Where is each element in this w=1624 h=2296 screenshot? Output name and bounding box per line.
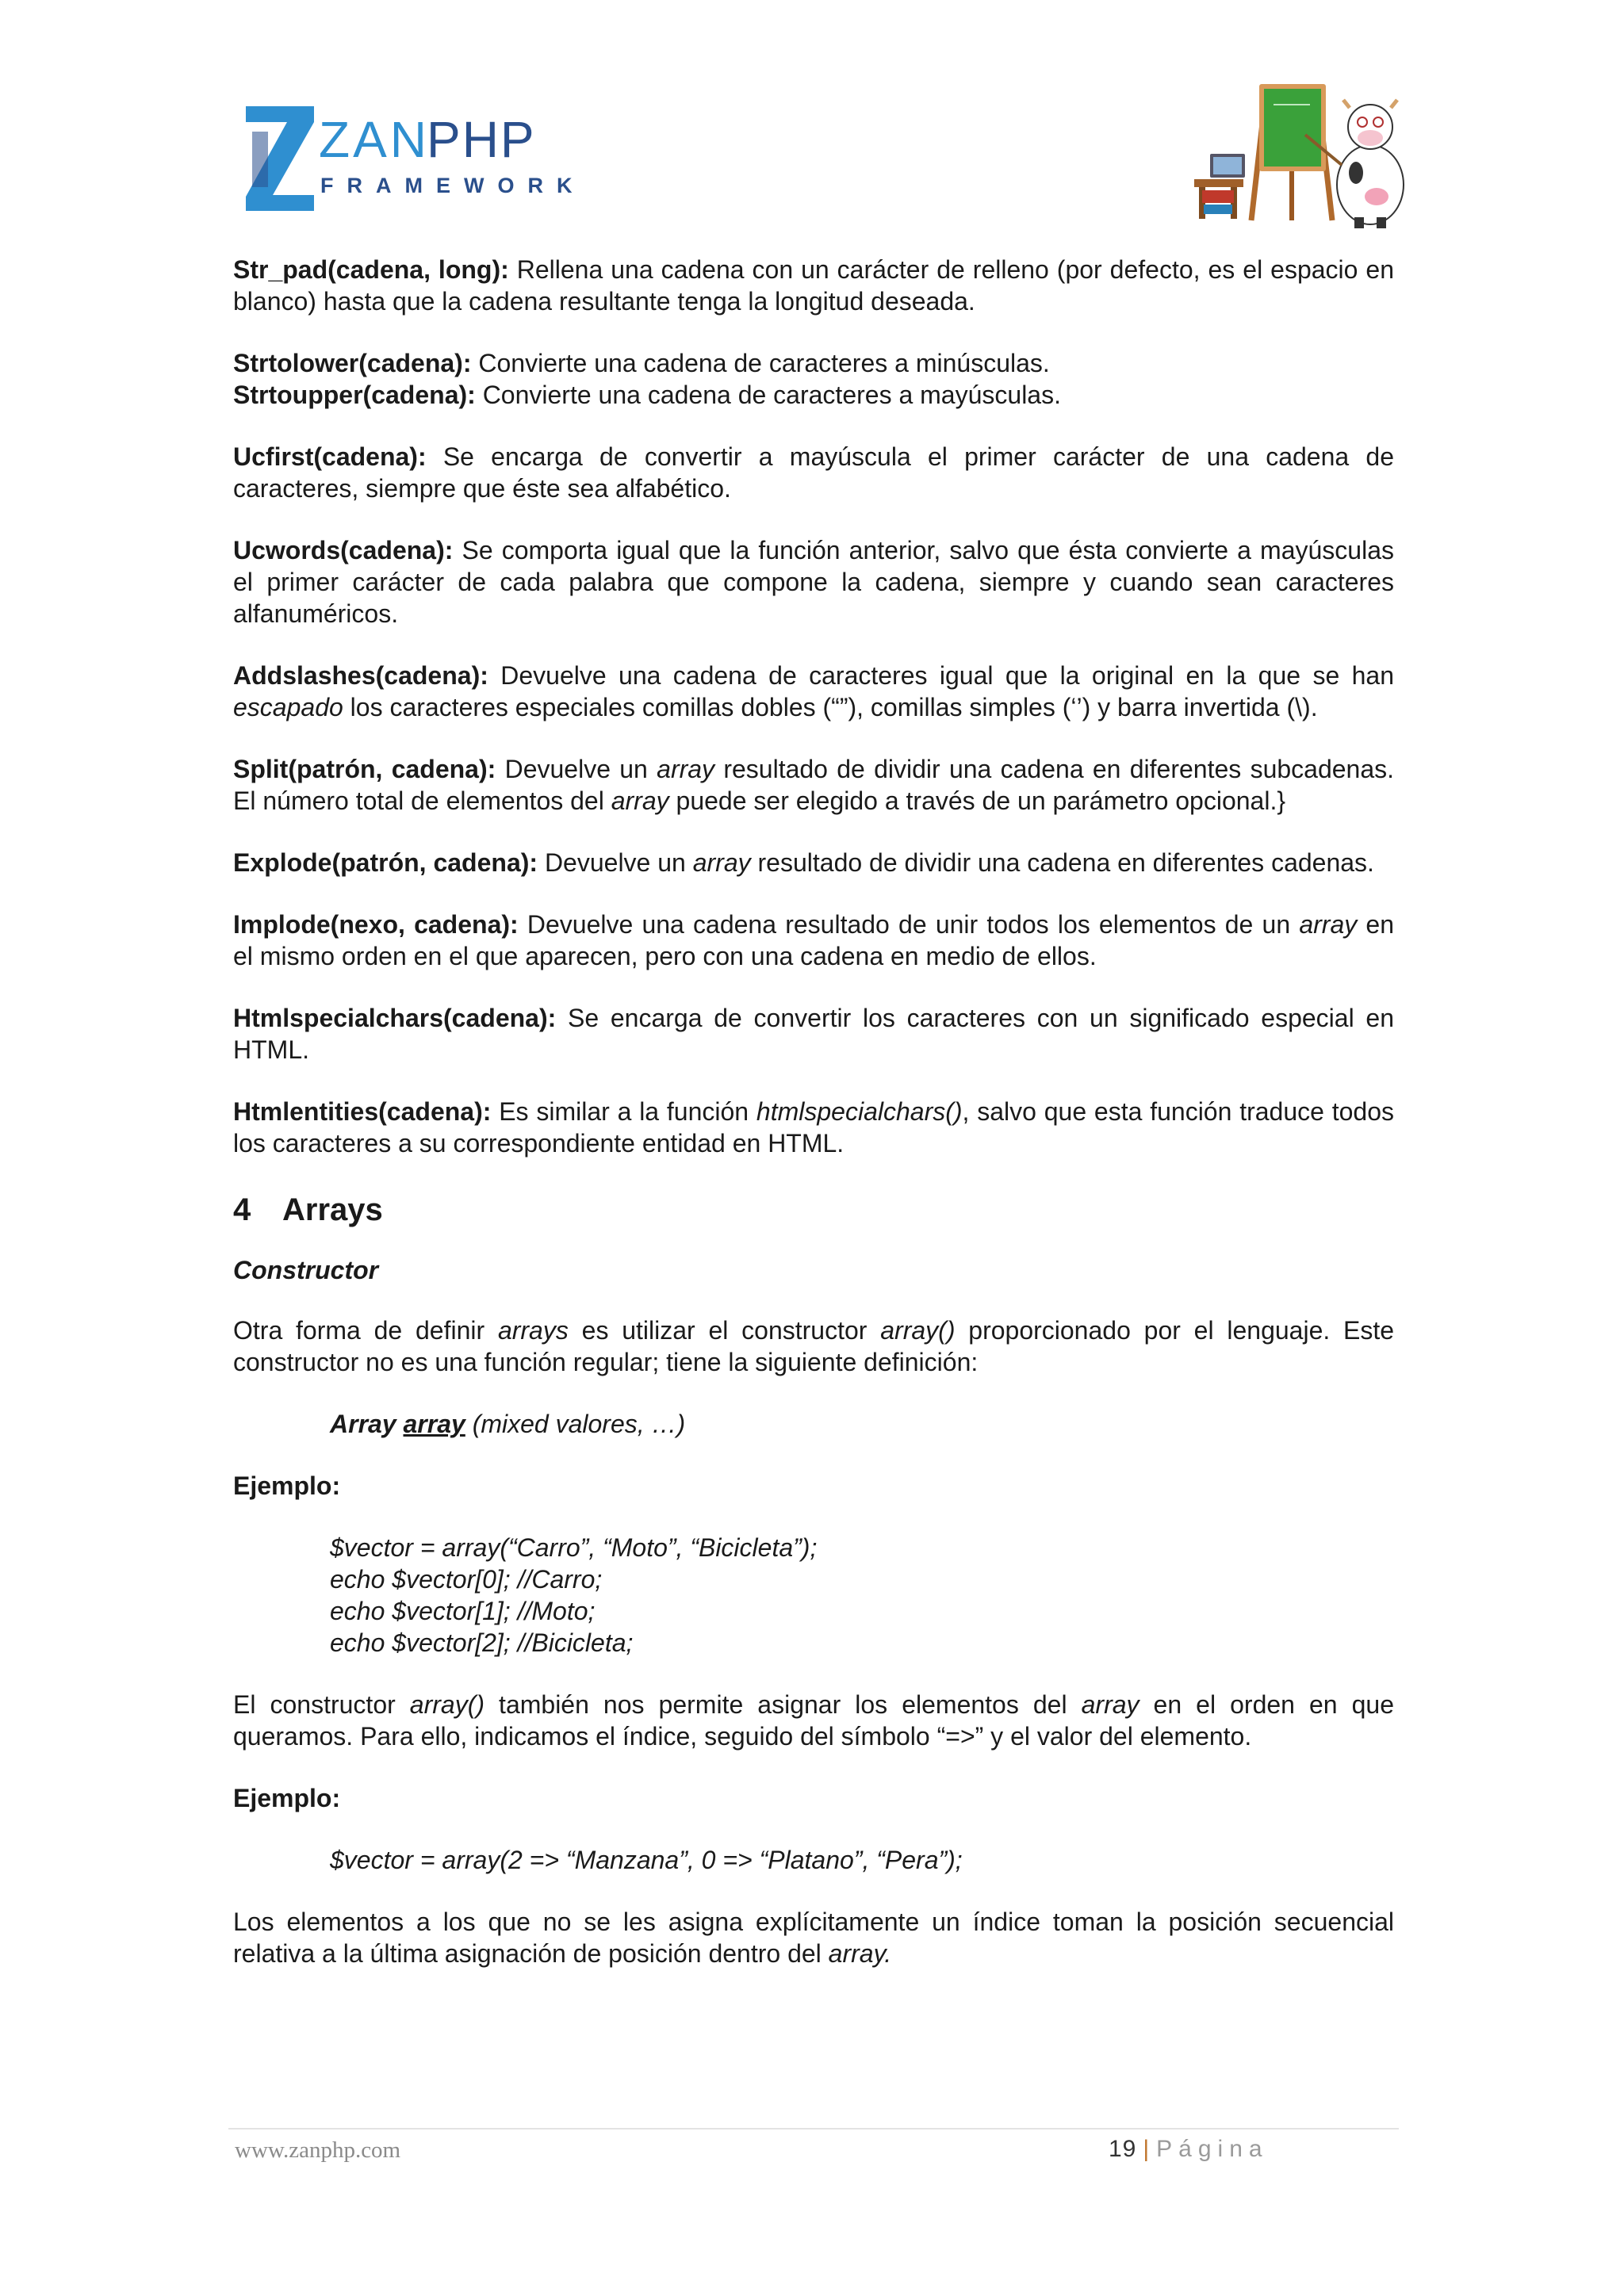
signature-function-name: array [403, 1410, 465, 1438]
function-description-cont: resultado de dividir una cadena en diferentes subcadenas. El número total de elementos del [233, 755, 1395, 815]
function-name: Strtoupper(cadena): [233, 381, 476, 409]
signature-return-type: Array [330, 1410, 396, 1438]
function-name: Ucwords(cadena): [233, 536, 454, 564]
code-line: echo $vector[2]; //Bicicleta; [330, 1628, 634, 1657]
function-description: Es similar a la función [499, 1097, 749, 1126]
emphasis: array [1081, 1690, 1139, 1719]
function-description: Se encarga de convertir los caracteres con un significado especial en HTML. [233, 1004, 1395, 1064]
function-description-end: puede ser elegido a través de un parámetro opcional.} [676, 786, 1286, 815]
text: El constructor [233, 1690, 396, 1719]
footer-page-info [1109, 2136, 1269, 2163]
function-name: Strtolower(cadena): [233, 349, 472, 377]
index-paragraph [233, 1689, 1394, 1752]
code-line: $vector = array(2 => “Manzana”, 0 => “Platano”, “Pera”); [330, 1846, 963, 1874]
code-line: echo $vector[1]; //Moto; [330, 1597, 596, 1625]
code-line: echo $vector[0]; //Carro; [330, 1565, 603, 1594]
signature-params: (mixed valores, …) [472, 1410, 686, 1438]
example-label-2 [233, 1782, 1394, 1814]
function-split [233, 753, 1394, 817]
constructor-signature [330, 1408, 1394, 1440]
function-description-cont: los caracteres especiales comillas dobles (“”), comillas simples (‘’) y barra invertida (\). [350, 693, 1318, 721]
page-label: Página [1156, 2136, 1269, 2162]
emphasis: array [692, 848, 751, 877]
code-example-1 [330, 1532, 1394, 1659]
function-description: Devuelve una cadena de caracteres igual que la original en la que se han [500, 661, 1395, 690]
footer-divider [228, 2128, 1399, 2130]
function-ucwords [233, 534, 1394, 629]
section-heading [233, 1189, 1394, 1230]
function-description: Rellena una cadena con un carácter de relleno (por defecto, es el espacio en blanco) hasta que la cadena resultante tenga la longitud deseada. [233, 255, 1395, 316]
function-description: Se comporta igual que la función anterior, salvo que ésta convierte a mayúsculas el primer carácter de cada palabra que compone la cadena, siempre y cuando sean caracteres alfanuméricos. [233, 536, 1395, 628]
function-strtolower [233, 347, 1394, 379]
function-str-pad [233, 254, 1394, 317]
footer-url: www.zanphp.com [235, 2137, 401, 2163]
constructor-paragraph [233, 1314, 1394, 1378]
emphasis: htmlspecialchars() [756, 1097, 963, 1126]
function-description: Se encarga de convertir a mayúscula el primer carácter de una cadena de caracteres, siempre que éste sea alfabético. [233, 442, 1395, 503]
function-description-cont: , salvo que esta función traduce todos los caracteres a su correspondiente entidad en HTML. [233, 1097, 1395, 1158]
logo-text-zan: ZAN [319, 111, 430, 168]
function-name: Addslashes(cadena): [233, 661, 488, 690]
text: también nos permite asignar los elementos del [499, 1690, 1067, 1719]
function-strtoupper [233, 379, 1394, 411]
function-name: Ucfirst(cadena): [233, 442, 427, 471]
emphasis: array [1299, 910, 1358, 939]
function-name: Htmlentities(cadena): [233, 1097, 492, 1126]
page-content [233, 254, 1394, 1969]
function-implode [233, 909, 1394, 972]
cow-teacher-illustration [1186, 78, 1424, 236]
label: Ejemplo: [233, 1784, 341, 1812]
function-description: Convierte una cadena de caracteres a minúsculas. [478, 349, 1050, 377]
function-name: Implode(nexo, cadena): [233, 910, 519, 939]
function-name: Str_pad(cadena, long): [233, 255, 509, 284]
emphasis: arrays [497, 1316, 569, 1345]
section-number: 4 [233, 1192, 251, 1227]
function-description: Devuelve un [504, 755, 648, 783]
emphasis: escapado [233, 693, 343, 721]
logo-text-php: PHP [427, 111, 536, 168]
function-name: Explode(patrón, cadena): [233, 848, 538, 877]
page-number: 19 [1109, 2136, 1137, 2162]
function-name: Htmlspecialchars(cadena): [233, 1004, 557, 1032]
zanphp-logo [236, 100, 586, 219]
text: Otra forma de definir [233, 1316, 485, 1345]
emphasis: array. [828, 1939, 892, 1968]
emphasis: array [611, 786, 669, 815]
emphasis: array() [880, 1316, 956, 1345]
function-description: Devuelve un [544, 848, 686, 877]
subsection-heading: Constructor [233, 1256, 379, 1284]
function-htmlspecialchars [233, 1002, 1394, 1066]
text: Los elementos a los que no se les asigna explícitamente un índice toman la posición secuencial relativa a la última asignación de posición dentro del [233, 1908, 1394, 1968]
emphasis: array [657, 755, 715, 783]
example-label [233, 1470, 1394, 1502]
function-description-cont: resultado de dividir una cadena en diferentes cadenas. [757, 848, 1374, 877]
function-description: Devuelve una cadena resultado de unir todos los elementos de un [527, 910, 1291, 939]
function-addslashes [233, 660, 1394, 723]
text: en el orden en que queramos. Para ello, indicamos el índice, seguido del símbolo “=>” y el valor del elemento. [233, 1690, 1394, 1751]
emphasis: array() [409, 1690, 485, 1719]
footer-separator: | [1143, 2136, 1151, 2162]
function-description: Convierte una cadena de caracteres a mayúsculas. [482, 381, 1061, 409]
function-htmlentities [233, 1096, 1394, 1159]
function-ucfirst [233, 441, 1394, 504]
text: proporcionado por el lenguaje. Este constructor no es una función regular; tiene la siguiente definición: [233, 1316, 1395, 1376]
text: es utilizar el constructor [581, 1316, 868, 1345]
function-description-cont: en el mismo orden en el que aparecen, pero con una cadena en medio de ellos. [233, 910, 1395, 970]
code-example-2 [330, 1844, 1394, 1876]
function-name: Split(patrón, cadena): [233, 755, 496, 783]
label: Ejemplo: [233, 1471, 341, 1500]
logo-text-framework: FRAMEWORK [320, 174, 586, 197]
closing-paragraph [233, 1906, 1394, 1969]
function-explode [233, 847, 1394, 878]
code-line: $vector = array(“Carro”, “Moto”, “Bicicleta”); [330, 1533, 818, 1562]
section-title: Arrays [282, 1192, 383, 1227]
